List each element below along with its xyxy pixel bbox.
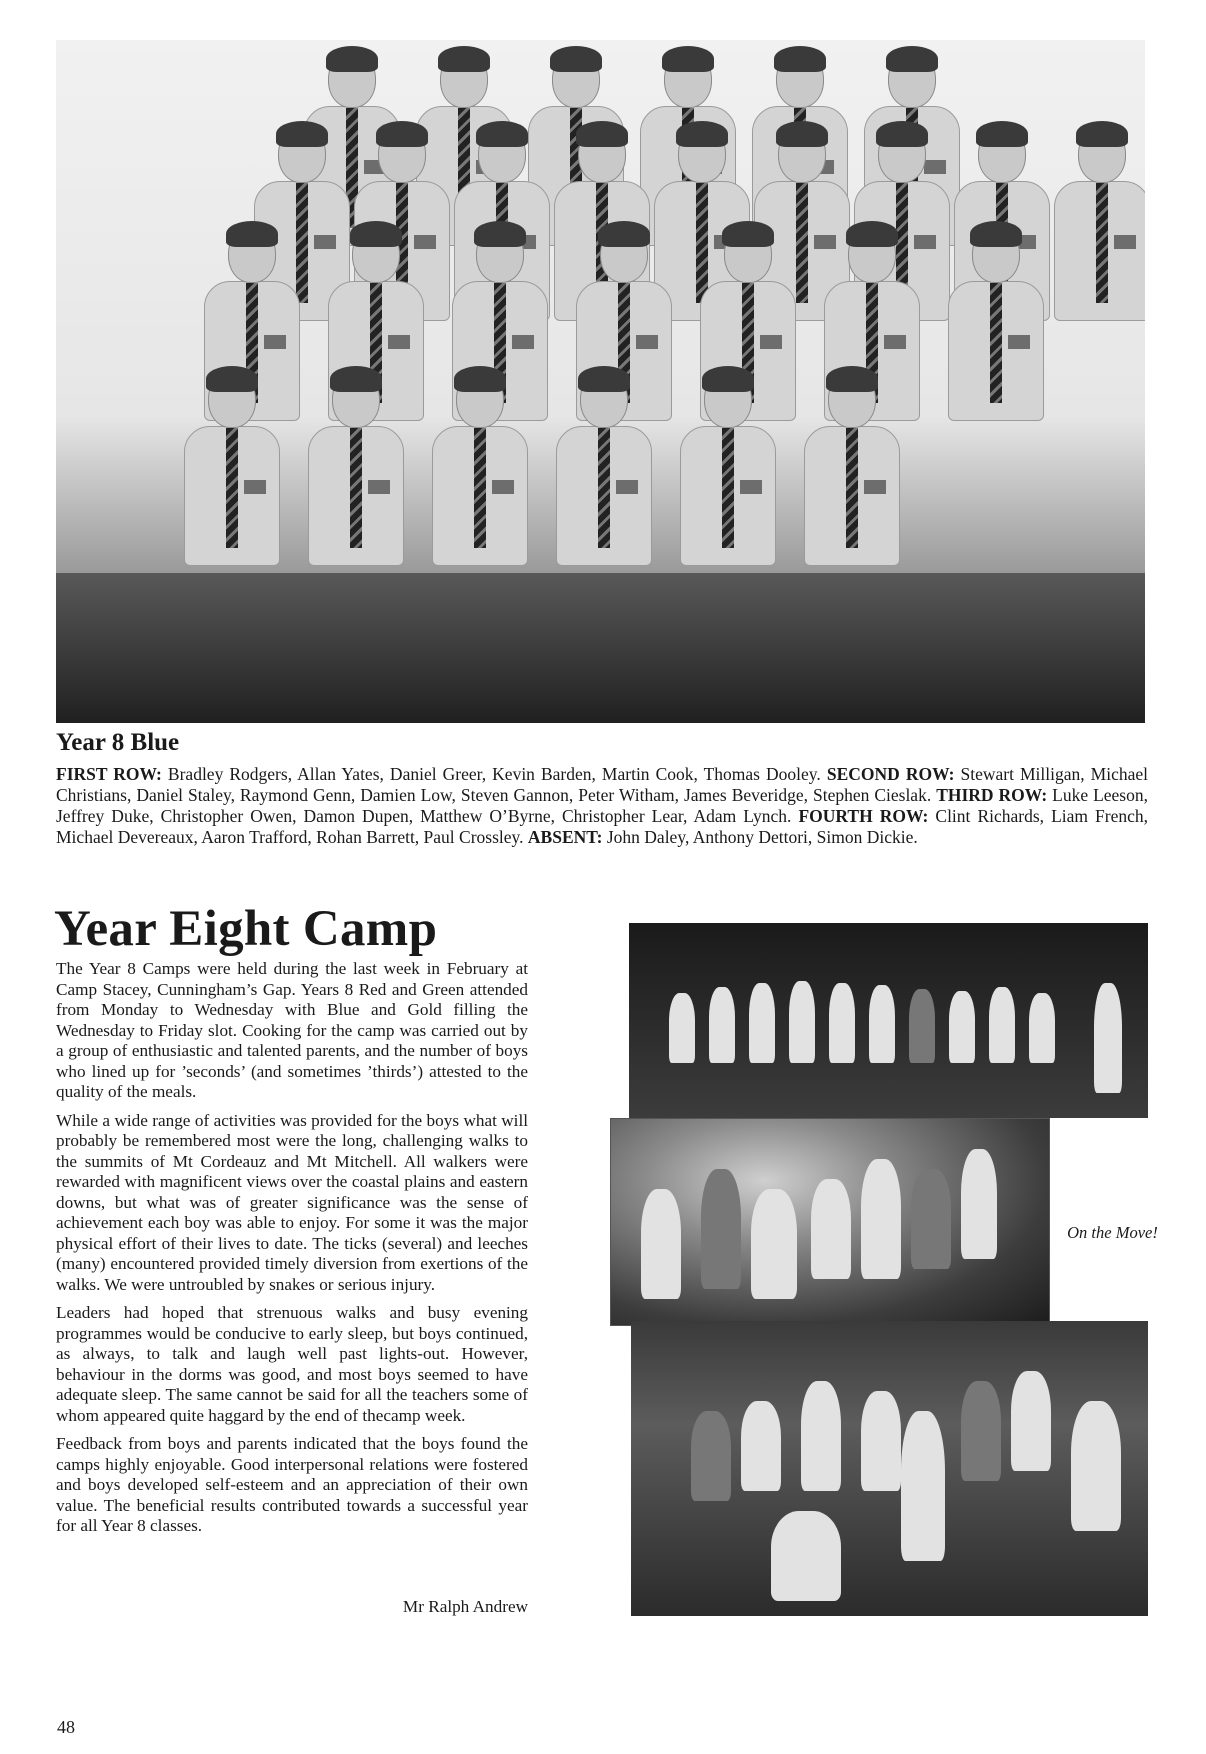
camp-photo-walking xyxy=(610,1118,1050,1326)
row-label-third: THIRD ROW: xyxy=(936,785,1048,805)
row-names-third: Luke Leeson, Jeffrey Duke, Christopher Owen, Damon Dupen, Matthew O’Byrne, Christopher Lear, Adam Lynch. xyxy=(56,785,1148,826)
photo-floor xyxy=(56,573,1145,723)
row-names-first: Bradley Rodgers, Allan Yates, Daniel Greer, Kevin Barden, Martin Cook, Thomas Dooley. xyxy=(161,764,827,784)
article-author: Mr Ralph Andrew xyxy=(402,1597,528,1616)
article-paragraph: While a wide range of activities was provided for the boys what will probably be remembered most were the long, challenging walks to the summits of Mt Cordeauz and Mt Mitchell. All walkers were rewarded with magnificent views over the coastal plains and eastern downs, but what was of greater significance was the sense of achievement each boy was able to enjoy. For some it was the major physical effort of their lives to date. The ticks (several) and leeches (many) encountered provided timely diversion from exertions of the walks. We were untroubled by snakes or serious injury. xyxy=(56,1110,528,1294)
article-paragraph: The Year 8 Camps were held during the last week in February at Camp Stacey, Cunningham’s Gap. Years 8 Red and Green attended from Monday to Wednesday with Blue and Gold filling the Wednesday to Friday slot. Cooking for the camp was carried out by a group of enthusiastic and talented parents, and the number of boys who lined up for ’seconds’ (and sometimes ’thirds’) attested to the quality of the meals. xyxy=(56,959,528,1101)
article-paragraph: Leaders had hoped that strenuous walks and busy evening programmes would be conducive to early sleep, but boys continued, as always, to talk and laugh well past lights-out. However, behaviour in the dorms was good, and most boys seemed to have adequate sleep. The same cannot be said for all the teachers some of whom appeared quite haggard by the end of thecamp week. xyxy=(56,1303,528,1425)
row-names-fourth: Clint Richards, Liam French, Michael Devereaux, Aaron Trafford, Rohan Barrett, Paul Crossley. xyxy=(56,806,1149,847)
article-paragraph: Feedback from boys and parents indicated that the boys found the camps highly enjoyable. Good interpersonal relations were fostered and boys developed self-esteem and an appreciation of their own value. The beneficial results contributed towards a successful year for all Year 8 classes. xyxy=(56,1434,528,1535)
class-caption-title: Year 8 Blue xyxy=(56,729,180,756)
camp-photo-caption: On the Move! xyxy=(1067,1223,1158,1242)
row-label-absent: ABSENT: xyxy=(527,827,603,847)
row-label-second: SECOND ROW: xyxy=(826,764,955,784)
class-photo xyxy=(56,40,1145,723)
row-label-first: FIRST ROW: xyxy=(56,764,162,784)
row-label-fourth: FOURTH ROW: xyxy=(798,806,929,826)
article-headline: Year Eight Camp xyxy=(54,901,438,957)
row-names-second: Stewart Milligan, Michael Christians, Daniel Staley, Raymond Genn, Damien Low, Steven Gannon, Peter Witham, James Beveridge, Stephen Cieslak. xyxy=(56,764,1149,805)
class-caption-names xyxy=(56,764,1148,848)
row-names-absent: John Daley, Anthony Dettori, Simon Dickie. xyxy=(602,827,918,847)
camp-photo-summit-group xyxy=(631,1321,1148,1616)
camp-photo-saluting xyxy=(629,923,1148,1118)
page-number: 48 xyxy=(57,1717,75,1737)
article-body xyxy=(56,959,528,1545)
